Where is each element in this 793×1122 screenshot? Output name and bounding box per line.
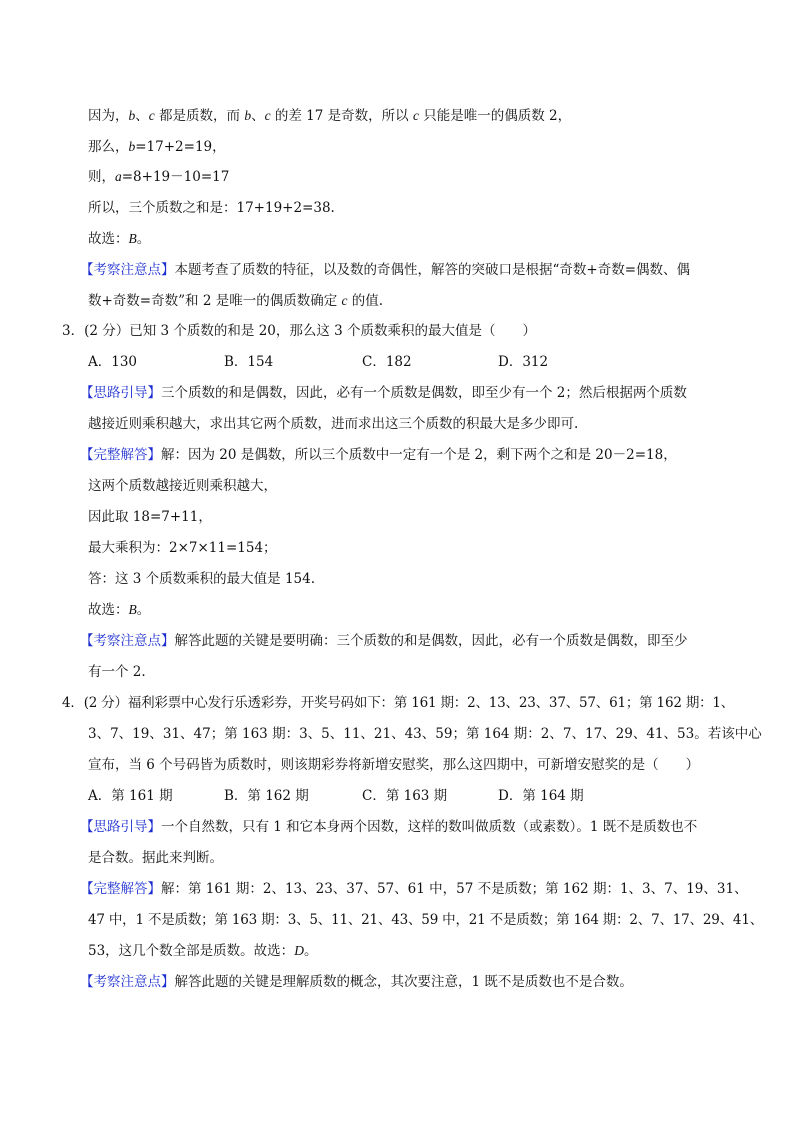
q4-note-line-1: 【考察注意点】解答此题的关键是理解质数的概念，其次要注意，1 既不是质数也不是合数。 xyxy=(80,974,633,990)
hint-tag: 【思路引导】 xyxy=(80,819,161,835)
prev-answer-line: 故选：B。 xyxy=(88,231,151,247)
q3-hint-line-2: 越接近则乘积越大，求出其它两个质数，进而求出这三个质数的积最大是多少即可. xyxy=(88,416,579,432)
q3-solution-line-3: 因此取 18=7+11， xyxy=(88,509,212,525)
q4-solution-line-2: 47 中，1 不是质数；第 163 期：3、5、11、21、43、59 中，21 不是质数；第 164 期：2、7、17、29、41、 xyxy=(88,912,764,928)
prev-solution-line-1: 因为，b、c 都是质数，而 b、c 的差 17 是奇数，所以 c 只能是唯一的偶质数 2， xyxy=(88,108,572,124)
prev-note-line-1: 【考察注意点】本题考查了质数的特征，以及数的奇偶性，解答的突破口是根据“奇数+奇数=偶数、偶 xyxy=(80,262,691,278)
q4-option-a: A．第 161 期 xyxy=(88,788,173,804)
q4-stem-line-2: 3、7、19、31、47；第 163 期：3、5、11、21、43、59；第 164 期：2、7、17、29、41、53。若该中心 xyxy=(88,726,762,742)
q3-note-line-1: 【考察注意点】解答此题的关键是要明确：三个质数的和是偶数，因此，必有一个质数是偶数，即至少 xyxy=(80,633,688,649)
note-tag: 【考察注意点】 xyxy=(80,633,175,649)
q3-hint-line-1: 【思路引导】三个质数的和是偶数，因此，必有一个质数是偶数，即至少有一个 2；然后根据两个质数 xyxy=(80,385,687,401)
q4-hint-line-1: 【思路引导】一个自然数，只有 1 和它本身两个因数，这样的数叫做质数（或素数）。1 既不是质数也不 xyxy=(80,819,698,835)
q4-solution-line-3: 53，这几个数全部是质数。故选：D。 xyxy=(88,943,318,959)
solution-tag: 【完整解答】 xyxy=(80,881,161,897)
hint-tag: 【思路引导】 xyxy=(80,385,161,401)
q4-solution-line-1: 【完整解答】解：第 161 期：2、13、23、37、57、61 中，57 不是质数；第 162 期：1、3、7、19、31、 xyxy=(80,881,748,897)
q3-solution-line-1: 【完整解答】解：因为 20 是偶数，所以三个质数中一定有一个是 2，剩下两个之和是 20－2=18， xyxy=(80,447,677,463)
q3-option-a: A．130 xyxy=(88,354,138,370)
q4-hint-line-2: 是合数。据此来判断。 xyxy=(88,850,223,866)
q3-note-line-2: 有一个 2. xyxy=(88,664,146,680)
q4-stem-line-1: 4．(2 分）福利彩票中心发行乐透彩券，开奖号码如下：第 161 期：2、13、23、37、57、61；第 162 期：1、 xyxy=(62,695,735,711)
solution-tag: 【完整解答】 xyxy=(80,447,161,463)
q3-solution-line-2: 这两个质数越接近则乘积越大， xyxy=(88,478,277,494)
q3-option-b: B．154 xyxy=(224,354,274,370)
q4-option-d: D．第 164 期 xyxy=(498,788,584,804)
note-tag: 【考察注意点】 xyxy=(80,262,175,278)
prev-note-line-2: 数+奇数=奇数”和 2 是唯一的偶质数确定 c 的值. xyxy=(88,293,384,309)
q4-option-c: C．第 163 期 xyxy=(362,788,448,804)
q3-option-c: C．182 xyxy=(362,354,412,370)
prev-solution-line-3: 则，a=8+19－10=17 xyxy=(88,169,230,185)
q3-solution-line-5: 答：这 3 个质数乘积的最大值是 154. xyxy=(88,571,316,587)
prev-solution-line-4: 所以，三个质数之和是：17+19+2=38. xyxy=(88,200,335,216)
q3-option-d: D．312 xyxy=(498,354,549,370)
q4-option-b: B．第 162 期 xyxy=(224,788,309,804)
q4-stem-line-3: 宣布，当 6 个号码皆为质数时，则该期彩券将新增安慰奖，那么这四期中，可新增安慰奖的是（ ） xyxy=(88,757,700,773)
prev-solution-line-2: 那么，b=17+2=19， xyxy=(88,139,226,155)
note-tag: 【考察注意点】 xyxy=(80,974,175,990)
q3-answer-line: 故选：B。 xyxy=(88,602,151,618)
q3-stem: 3．(2 分）已知 3 个质数的和是 20，那么这 3 个质数乘积的最大值是（ ） xyxy=(62,323,537,339)
q3-solution-line-4: 最大乘积为：2×7×11=154； xyxy=(88,540,277,556)
